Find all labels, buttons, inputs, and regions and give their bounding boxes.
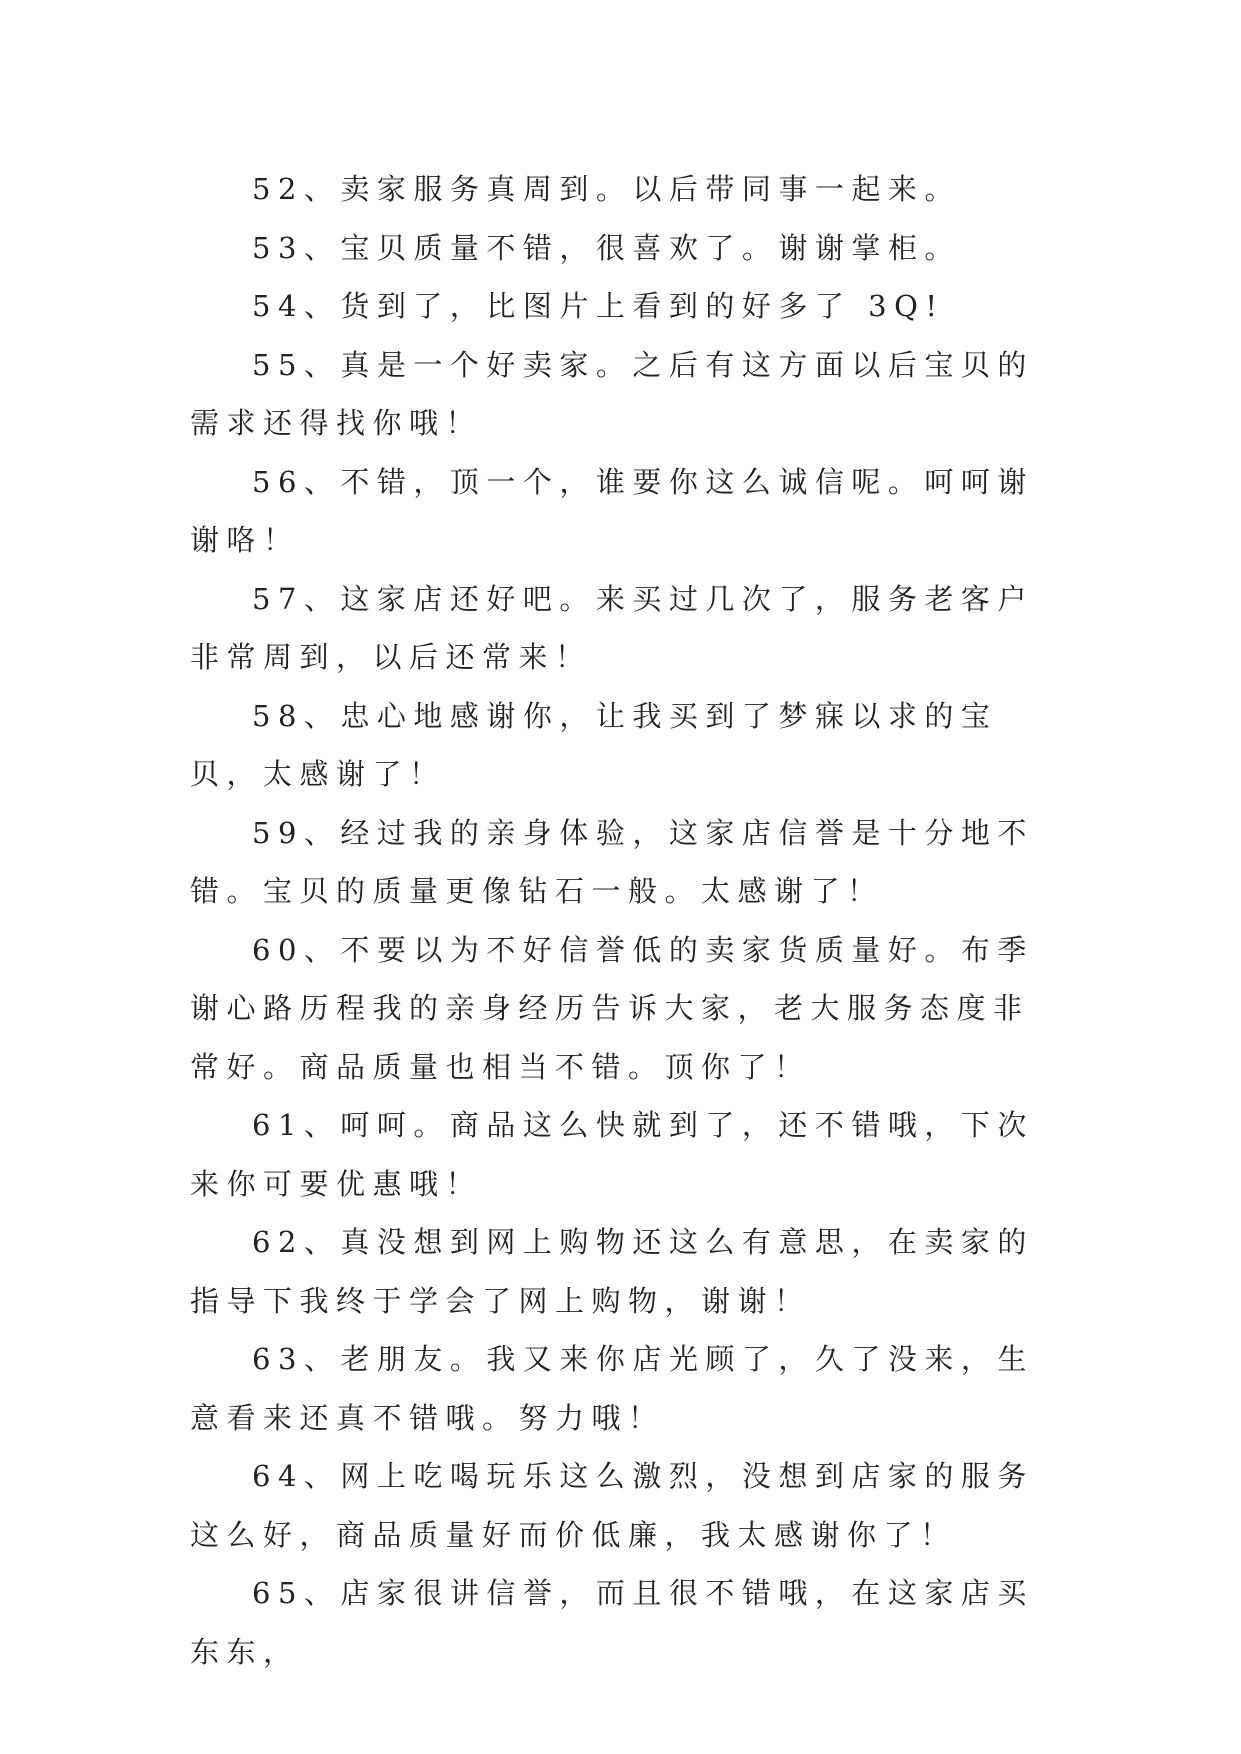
document-body [190,160,1060,1681]
paragraph-58: 58、忠心地感谢你，让我买到了梦寐以求的宝贝，太感谢了！ [190,698,998,791]
paragraph-61: 61、呵呵。商品这么快就到了，还不错哦，下次来你可要优惠哦！ [190,1108,1034,1201]
paragraph-54: 54、货到了，比图片上看到的好多了 3Q! [252,289,945,323]
paragraph-65: 65、店家很讲信誉，而且很不错哦，在这家店买东东， [190,1576,1034,1669]
paragraph-64: 64、网上吃喝玩乐这么激烈，没想到店家的服务这么好，商品质量好而价低廉，我太感谢你了！ [190,1459,1034,1552]
paragraph-57: 57、这家店还好吧。来买过几次了，服务老客户非常周到，以后还常来！ [190,581,1034,674]
paragraph-63: 63、老朋友。我又来你店光顾了，久了没来，生意看来还真不错哦。努力哦！ [190,1342,1034,1435]
paragraph-52: 52、卖家服务真周到。以后带同事一起来。 [252,172,961,206]
paragraph-60: 60、不要以为不好信誉低的卖家货质量好。布季谢心路历程我的亲身经历告诉大家，老大服务态度非常好。商品质量也相当不错。顶你了！ [190,932,1034,1084]
paragraph-55: 55、真是一个好卖家。之后有这方面以后宝贝的需求还得找你哦！ [190,347,1034,440]
paragraph-56: 56、不错，顶一个，谁要你这么诚信呢。呵呵谢谢咯！ [190,464,1034,557]
paragraph-53: 53、宝贝质量不错，很喜欢了。谢谢掌柜。 [252,230,961,265]
paragraph-59: 59、经过我的亲身体验，这家店信誉是十分地不错。宝贝的质量更像钻石一般。太感谢了！ [190,815,1034,908]
paragraph-62: 62、真没想到网上购物还这么有意思，在卖家的指导下我终于学会了网上购物，谢谢！ [190,1225,1034,1318]
